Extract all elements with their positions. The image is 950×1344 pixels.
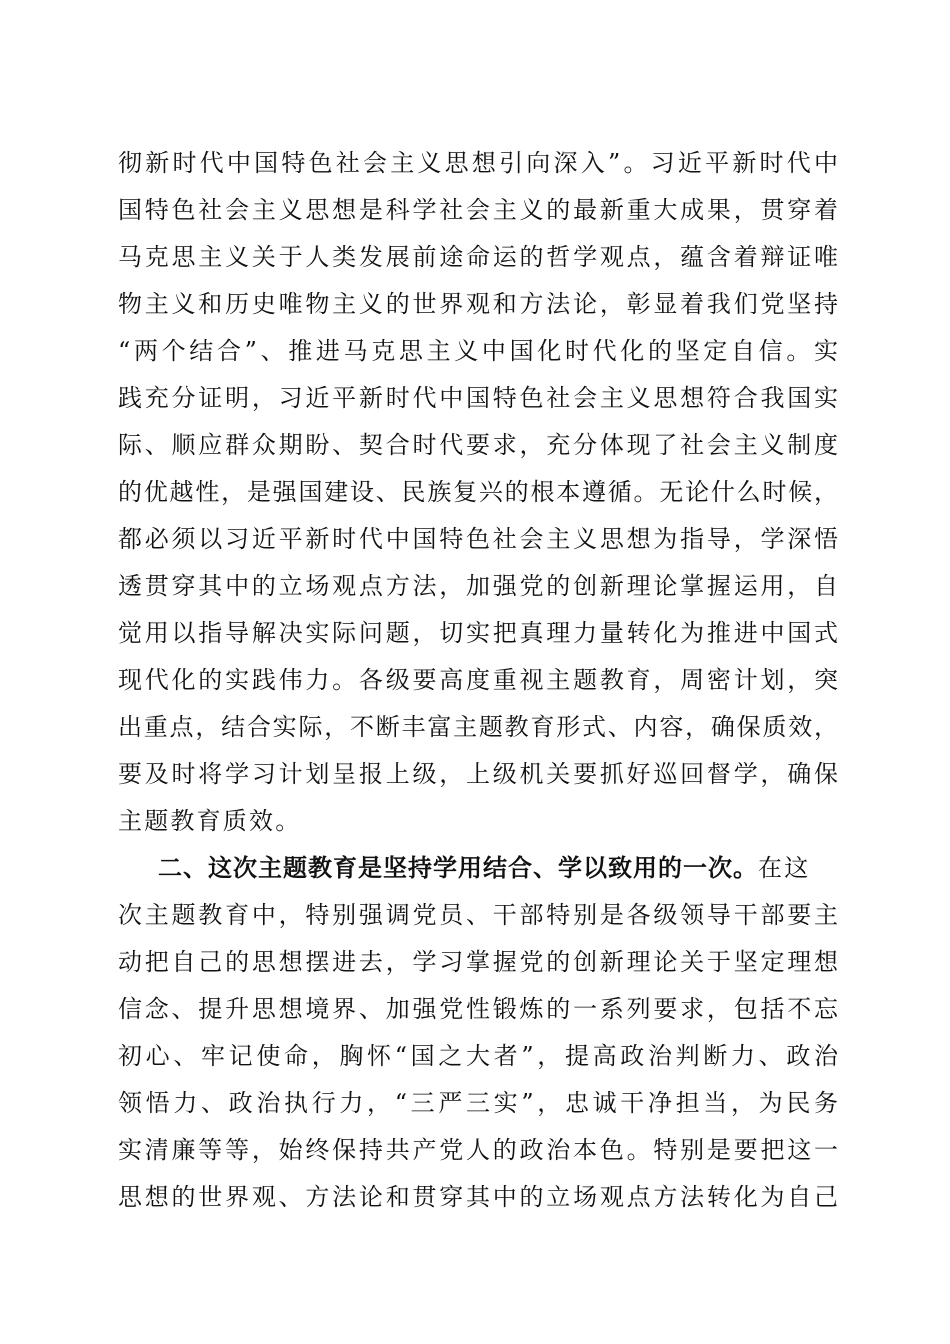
section-heading: 二、这次主题教育是坚持学用结合、学以致用的一次。 [158,854,758,882]
paragraph-2-line: 动把自己的思想摆进去，学习掌握党的创新理论关于坚定理想 [118,948,838,976]
paragraph-1-line: 出重点，结合实际，不断丰富主题教育形式、内容，确保质效， [118,713,838,741]
paragraph-1-line: “两个结合”、推进马克思主义中国化时代化的坚定自信。实 [118,337,838,365]
paragraph-2-line: 实清廉等等，始终保持共产党人的政治本色。特别是要把这一 [118,1136,838,1164]
paragraph-2-line: 次主题教育中，特别强调党员、干部特别是各级领导干部要主 [118,901,838,929]
paragraph-1-line: 要及时将学习计划呈报上级，上级机关要抓好巡回督学，确保 [118,760,838,788]
paragraph-1-line: 现代化的实践伟力。各级要高度重视主题教育，周密计划，突 [118,666,838,694]
paragraph-1-line: 彻新时代中国特色社会主义思想引向深入”。习近平新时代中 [118,149,838,177]
document-body [118,140,838,1221]
paragraph-1-line: 马克思主义关于人类发展前途命运的哲学观点，蕴含着辩证唯 [118,243,838,271]
paragraph-1-line: 的优越性，是强国建设、民族复兴的根本遵循。无论什么时候， [118,478,838,506]
paragraph-2-lead-text: 在这 [758,854,811,882]
paragraph-2-line: 信念、提升思想境界、加强党性锻炼的一系列要求，包括不忘 [118,995,838,1023]
paragraph-2-first-line [118,845,838,892]
paragraph-1-line: 物主义和历史唯物主义的世界观和方法论，彰显着我们党坚持 [118,290,838,318]
paragraph-1-line: 国特色社会主义思想是科学社会主义的最新重大成果，贯穿着 [118,196,838,224]
paragraph-1-line: 透贯穿其中的立场观点方法，加强党的创新理论掌握运用，自 [118,572,838,600]
paragraph-1-line: 觉用以指导解决实际问题，切实把真理力量转化为推进中国式 [118,619,838,647]
paragraph-2-line: 初心、牢记使命，胸怀“国之大者”，提高政治判断力、政治 [118,1042,838,1070]
paragraph-2-line: 思想的世界观、方法论和贯穿其中的立场观点方法转化为自己 [118,1183,838,1211]
paragraph-1-last-line: 主题教育质效。 [118,807,302,835]
paragraph-1-line: 际、顺应群众期盼、契合时代要求，充分体现了社会主义制度 [118,431,838,459]
paragraph-1-line: 践充分证明，习近平新时代中国特色社会主义思想符合我国实 [118,384,838,412]
paragraph-2-line: 领悟力、政治执行力，“三严三实”，忠诚干净担当，为民务 [118,1089,838,1117]
paragraph-1-line: 都必须以习近平新时代中国特色社会主义思想为指导，学深悟 [118,525,838,553]
